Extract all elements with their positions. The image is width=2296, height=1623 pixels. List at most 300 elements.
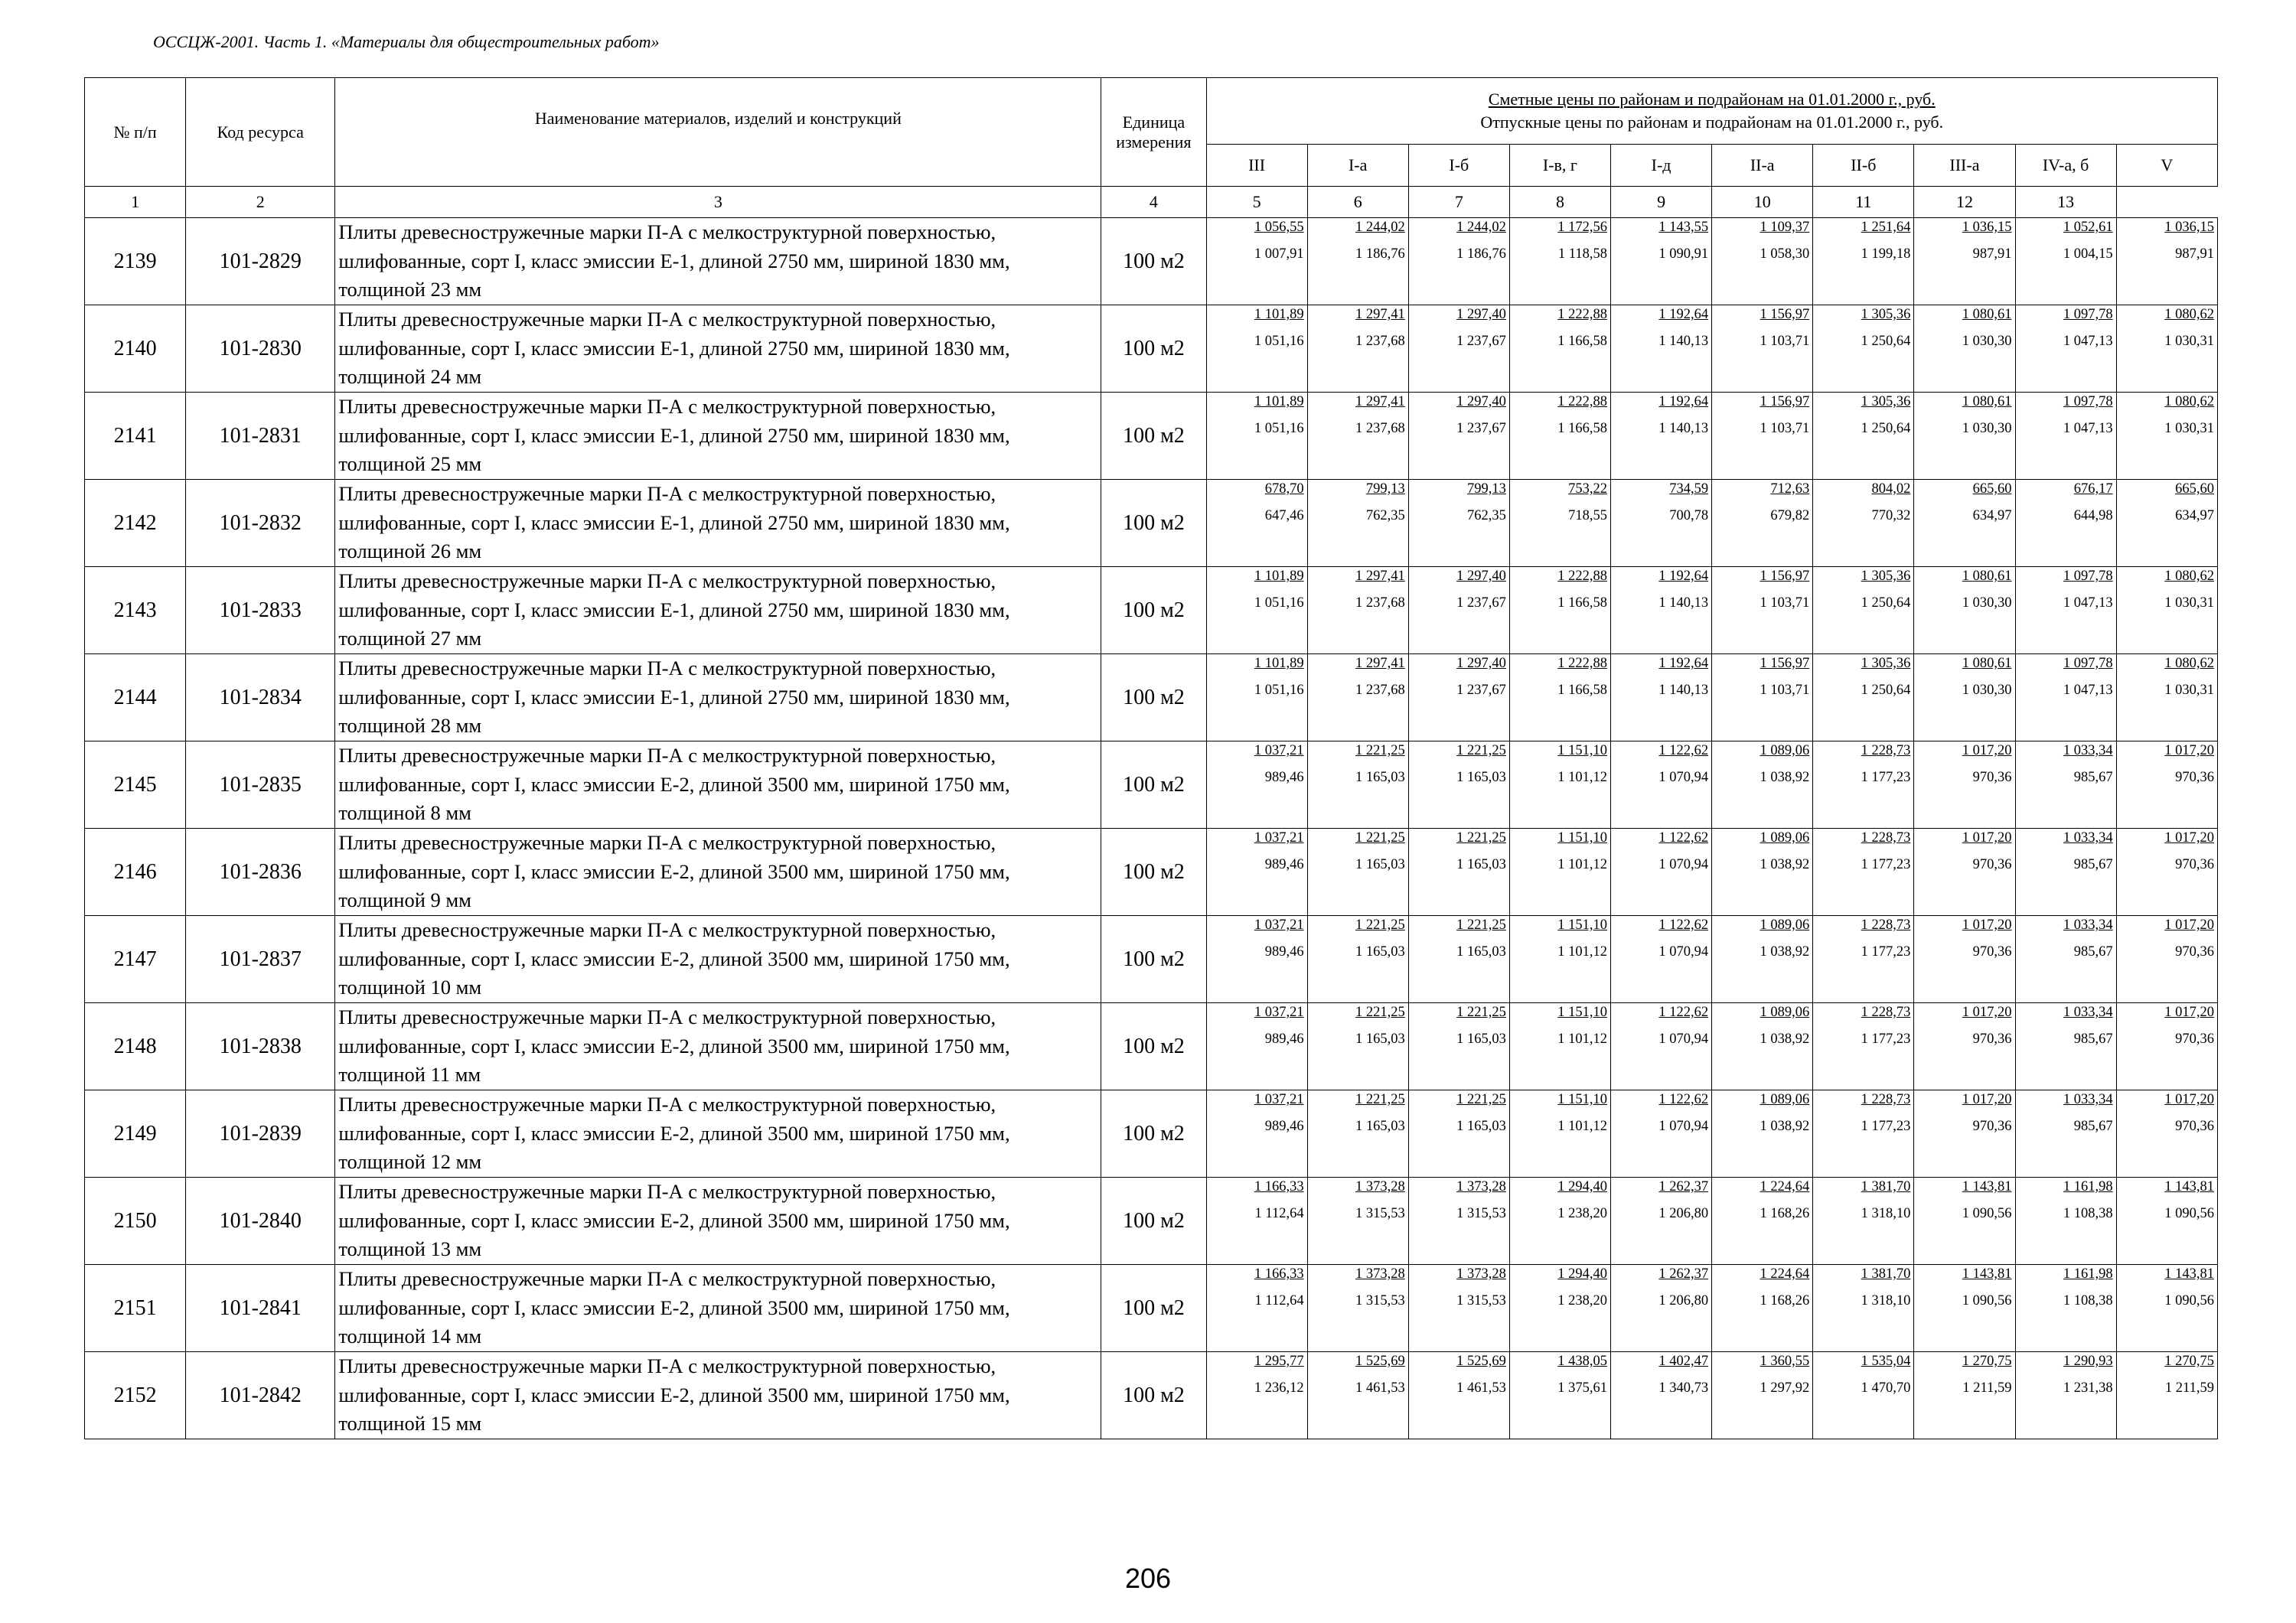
release-price: 770,32: [1871, 508, 1911, 523]
release-price: 1 186,76: [1355, 246, 1405, 262]
price-cell: [1813, 393, 1914, 480]
price-cell: [1206, 1352, 1307, 1439]
price-cell: [1914, 567, 2015, 654]
price-cell: [1712, 654, 1813, 741]
row-number: 2142: [85, 480, 186, 567]
estimate-price: 676,17: [2073, 481, 2113, 497]
price-cell: [1712, 829, 1813, 916]
estimate-price: 1 192,64: [1658, 307, 1709, 322]
price-cell: [2015, 305, 2116, 393]
estimate-price: 1 089,06: [1760, 917, 1810, 933]
estimate-price: 1 017,20: [2164, 1092, 2214, 1107]
price-cell: [1712, 480, 1813, 567]
material-name: Плиты древесностружечные марки П-А с мелкоструктурной поверхностью, шлифованные, сорт I, класс эмиссии Е-2, длиной 3500 мм, шириной 1750 мм, толщиной 11 мм: [335, 1003, 1101, 1090]
estimate-price: 1 017,20: [2164, 830, 2214, 846]
header-unit: Единица измерения: [1101, 78, 1206, 187]
price-cell: [1611, 654, 1712, 741]
price-cell: [1408, 916, 1509, 1003]
price-cell: [1307, 305, 1408, 393]
estimate-price: 1 143,81: [2164, 1266, 2214, 1282]
table-row: [85, 741, 2218, 829]
material-name: Плиты древесностружечные марки П-А с мелкоструктурной поверхностью, шлифованные, сорт I, класс эмиссии Е-2, длиной 3500 мм, шириной 1750 мм, толщиной 8 мм: [335, 741, 1101, 829]
estimate-price: 1 033,34: [2063, 1005, 2113, 1020]
price-cell: [2116, 741, 2217, 829]
estimate-price: 1 373,28: [1355, 1266, 1405, 1282]
estimate-price: 1 221,25: [1456, 1005, 1506, 1020]
resource-code: 101-2836: [186, 829, 335, 916]
release-price: 1 030,31: [2164, 421, 2214, 436]
release-price: 985,67: [2073, 944, 2113, 960]
estimate-price: 1 221,25: [1355, 1092, 1405, 1107]
estimate-price: 1 151,10: [1557, 1092, 1607, 1107]
resource-code: 101-2840: [186, 1178, 335, 1265]
price-cell: [1408, 218, 1509, 305]
price-cell: [1206, 1003, 1307, 1090]
estimate-price: 1 228,73: [1861, 917, 1911, 933]
estimate-price: 1 228,73: [1861, 830, 1911, 846]
estimate-price: 1 122,62: [1658, 743, 1709, 758]
estimate-price: 1 097,78: [2063, 656, 2113, 671]
release-price: 634,97: [2175, 508, 2214, 523]
estimate-price: 665,60: [1972, 481, 2012, 497]
price-cell: [1813, 1178, 1914, 1265]
price-cell: [1914, 1003, 2015, 1090]
region-header: I-б: [1408, 145, 1509, 187]
column-number: 7: [1408, 187, 1509, 218]
price-cell: [1914, 916, 2015, 1003]
estimate-price: 1 017,20: [1962, 743, 2012, 758]
estimate-price: 1 525,69: [1355, 1354, 1405, 1369]
release-price: 1 186,76: [1456, 246, 1506, 262]
unit-of-measure: 100 м2: [1101, 829, 1206, 916]
release-price: 1 165,03: [1456, 770, 1506, 785]
price-cell: [1509, 654, 1610, 741]
price-cell: [1206, 1265, 1307, 1352]
estimate-price: 665,60: [2175, 481, 2214, 497]
estimate-price: 1 037,21: [1254, 1092, 1304, 1107]
release-price: 1 177,23: [1861, 1119, 1911, 1134]
price-cell: [2015, 1003, 2116, 1090]
release-price: 1 090,56: [1962, 1293, 2012, 1309]
release-price: 1 140,13: [1658, 421, 1709, 436]
price-cell: [1813, 1352, 1914, 1439]
estimate-price: 1 056,55: [1254, 220, 1304, 235]
release-price: 1 461,53: [1355, 1380, 1405, 1396]
release-price: 1 177,23: [1861, 857, 1911, 872]
price-cell: [2116, 1352, 2217, 1439]
price-cell: [1206, 829, 1307, 916]
estimate-price: 1 151,10: [1557, 1005, 1607, 1020]
price-cell: [1813, 567, 1914, 654]
estimate-price: 1 297,41: [1355, 307, 1405, 322]
release-price: 1 206,80: [1658, 1206, 1709, 1221]
price-cell: [1307, 1265, 1408, 1352]
release-price: 1 047,13: [2063, 595, 2113, 611]
price-cell: [1206, 218, 1307, 305]
estimate-price: 1 221,25: [1456, 830, 1506, 846]
resource-code: 101-2831: [186, 393, 335, 480]
unit-of-measure: 100 м2: [1101, 480, 1206, 567]
release-price: 1 237,68: [1355, 595, 1405, 611]
header-num: № п/п: [85, 78, 186, 187]
release-price: 1 318,10: [1861, 1293, 1911, 1309]
price-cell: [1611, 916, 1712, 1003]
release-price: 679,82: [1770, 508, 1810, 523]
estimate-price: 1 221,25: [1355, 917, 1405, 933]
release-price: 1 166,58: [1557, 334, 1607, 349]
estimate-price: 753,22: [1568, 481, 1607, 497]
unit-of-measure: 100 м2: [1101, 1178, 1206, 1265]
estimate-price: 1 297,41: [1355, 569, 1405, 584]
release-price: 1 236,12: [1254, 1380, 1304, 1396]
estimate-price: 1 143,81: [1962, 1179, 2012, 1194]
column-number: 5: [1206, 187, 1307, 218]
price-cell: [1712, 916, 1813, 1003]
price-cell: [1813, 305, 1914, 393]
release-price: 1 030,30: [1962, 683, 2012, 698]
price-cell: [1307, 1003, 1408, 1090]
unit-of-measure: 100 м2: [1101, 305, 1206, 393]
estimate-price: 1 270,75: [2164, 1354, 2214, 1369]
release-price: 989,46: [1264, 1031, 1304, 1047]
release-price: 1 038,92: [1760, 1119, 1810, 1134]
release-price: 1 165,03: [1456, 1119, 1506, 1134]
estimate-price: 1 297,40: [1456, 394, 1506, 409]
column-number: 4: [1101, 187, 1206, 218]
release-price: 1 238,20: [1557, 1206, 1607, 1221]
price-cell: [1206, 654, 1307, 741]
row-number: 2146: [85, 829, 186, 916]
estimate-price: 1 305,36: [1861, 394, 1911, 409]
price-cell: [1611, 567, 1712, 654]
estimate-price: 1 089,06: [1760, 1005, 1810, 1020]
estimate-price: 1 097,78: [2063, 307, 2113, 322]
estimate-price: 1 089,06: [1760, 1092, 1810, 1107]
release-price: 1 315,53: [1355, 1206, 1405, 1221]
release-price: 1 101,12: [1557, 1031, 1607, 1047]
resource-code: 101-2834: [186, 654, 335, 741]
price-cell: [2015, 829, 2116, 916]
estimate-price: 1 221,25: [1456, 917, 1506, 933]
estimate-price: 1 221,25: [1355, 1005, 1405, 1020]
price-cell: [1611, 829, 1712, 916]
price-cell: [1509, 741, 1610, 829]
release-price: 1 038,92: [1760, 944, 1810, 960]
price-cell: [1509, 1352, 1610, 1439]
row-number: 2152: [85, 1352, 186, 1439]
estimate-price: 1 297,40: [1456, 656, 1506, 671]
release-price: 1 118,58: [1557, 246, 1607, 262]
estimate-price: 1 221,25: [1456, 1092, 1506, 1107]
release-price: 1 038,92: [1760, 770, 1810, 785]
release-price: 1 315,53: [1355, 1293, 1405, 1309]
price-cell: [2116, 305, 2217, 393]
release-price: 989,46: [1264, 944, 1304, 960]
estimate-price: 1 381,70: [1861, 1266, 1911, 1282]
estimate-price: 1 080,61: [1962, 394, 2012, 409]
price-cell: [1509, 1003, 1610, 1090]
release-price: 1 318,10: [1861, 1206, 1911, 1221]
price-cell: [1611, 393, 1712, 480]
release-price: 1 237,68: [1355, 421, 1405, 436]
release-price: 1 165,03: [1456, 944, 1506, 960]
release-price: 970,36: [1972, 1119, 2012, 1134]
price-cell: [1509, 480, 1610, 567]
unit-of-measure: 100 м2: [1101, 916, 1206, 1003]
estimate-price: 1 033,34: [2063, 743, 2113, 758]
release-price: 985,67: [2073, 1119, 2113, 1134]
price-cell: [2015, 567, 2116, 654]
estimate-price: 1 122,62: [1658, 830, 1709, 846]
price-cell: [1813, 1003, 1914, 1090]
estimate-price: 1 270,75: [1962, 1354, 2012, 1369]
release-price: 1 030,30: [1962, 595, 2012, 611]
column-number: 9: [1611, 187, 1712, 218]
estimate-price: 1 017,20: [1962, 830, 2012, 846]
estimate-price: 1 295,77: [1254, 1354, 1304, 1369]
estimate-price: 1 244,02: [1355, 220, 1405, 235]
price-cell: [1408, 654, 1509, 741]
material-name: Плиты древесностружечные марки П-А с мелкоструктурной поверхностью, шлифованные, сорт I, класс эмиссии Е-1, длиной 2750 мм, шириной 1830 мм, толщиной 24 мм: [335, 305, 1101, 393]
estimate-price: 1 222,88: [1557, 656, 1607, 671]
resource-code: 101-2829: [186, 218, 335, 305]
estimate-price: 1 089,06: [1760, 743, 1810, 758]
estimate-price: 1 101,89: [1254, 307, 1304, 322]
release-price: 1 237,67: [1456, 334, 1506, 349]
release-price: 1 237,68: [1355, 683, 1405, 698]
table-row: [85, 1352, 2218, 1439]
release-price: 647,46: [1264, 508, 1304, 523]
price-cell: [1914, 480, 2015, 567]
unit-of-measure: 100 м2: [1101, 654, 1206, 741]
estimate-price: 1 122,62: [1658, 917, 1709, 933]
estimate-price: 1 360,55: [1760, 1354, 1810, 1369]
region-header: II-б: [1813, 145, 1914, 187]
release-price: 1 375,61: [1557, 1380, 1607, 1396]
estimate-price: 1 251,64: [1861, 220, 1911, 235]
table-row: [85, 1003, 2218, 1090]
price-cell: [1712, 305, 1813, 393]
estimate-price: 1 166,33: [1254, 1179, 1304, 1194]
price-cell: [2015, 916, 2116, 1003]
estimate-price: 1 244,02: [1456, 220, 1506, 235]
price-cell: [1206, 741, 1307, 829]
price-cell: [1813, 218, 1914, 305]
price-cell: [1509, 916, 1610, 1003]
estimate-price: 1 080,61: [1962, 307, 2012, 322]
price-cell: [1813, 1265, 1914, 1352]
release-price: 1 165,03: [1456, 857, 1506, 872]
table-head: [85, 78, 2218, 218]
resource-code: 101-2835: [186, 741, 335, 829]
release-price: 970,36: [2175, 1031, 2214, 1047]
release-price: 1 165,03: [1355, 1119, 1405, 1134]
release-price: 1 058,30: [1760, 246, 1810, 262]
release-price: 1 051,16: [1254, 334, 1304, 349]
price-cell: [1307, 829, 1408, 916]
release-price: 1 101,12: [1557, 944, 1607, 960]
price-cell: [1206, 1178, 1307, 1265]
header-prices-estimate: Сметные цены по районам и подрайонам на 01.01.2000 г., руб.: [1488, 90, 1936, 109]
estimate-price: 1 017,20: [1962, 1005, 2012, 1020]
estimate-price: 1 297,40: [1456, 569, 1506, 584]
estimate-price: 1 101,89: [1254, 569, 1304, 584]
price-cell: [1611, 218, 1712, 305]
release-price: 987,91: [1972, 246, 2012, 262]
resource-code: 101-2842: [186, 1352, 335, 1439]
price-cell: [2116, 393, 2217, 480]
table-row: [85, 218, 2218, 305]
estimate-price: 1 143,55: [1658, 220, 1709, 235]
price-cell: [2015, 1352, 2116, 1439]
release-price: 634,97: [1972, 508, 2012, 523]
release-price: 970,36: [1972, 857, 2012, 872]
price-cell: [1914, 654, 2015, 741]
material-name: Плиты древесностружечные марки П-А с мелкоструктурной поверхностью, шлифованные, сорт I, класс эмиссии Е-2, длиной 3500 мм, шириной 1750 мм, толщиной 9 мм: [335, 829, 1101, 916]
row-number: 2145: [85, 741, 186, 829]
estimate-price: 1 037,21: [1254, 1005, 1304, 1020]
price-cell: [1914, 1265, 2015, 1352]
header-name-label: Наименование материалов, изделий и конструкций: [534, 109, 902, 128]
estimate-price: 1 221,25: [1355, 743, 1405, 758]
region-header: II-а: [1712, 145, 1813, 187]
price-cell: [1408, 1090, 1509, 1178]
price-cell: [1914, 305, 2015, 393]
release-price: 1 038,92: [1760, 857, 1810, 872]
release-price: 970,36: [1972, 944, 2012, 960]
price-cell: [1509, 1265, 1610, 1352]
estimate-price: 1 156,97: [1760, 394, 1810, 409]
price-cell: [1611, 1265, 1712, 1352]
estimate-price: 1 080,62: [2164, 656, 2214, 671]
table-row: [85, 916, 2218, 1003]
release-price: 1 199,18: [1861, 246, 1911, 262]
release-price: 1 211,59: [1962, 1380, 2012, 1396]
estimate-price: 1 156,97: [1760, 656, 1810, 671]
price-cell: [2116, 1178, 2217, 1265]
table-row: [85, 305, 2218, 393]
estimate-price: 1 122,62: [1658, 1005, 1709, 1020]
material-name: Плиты древесностружечные марки П-А с мелкоструктурной поверхностью, шлифованные, сорт I, класс эмиссии Е-1, длиной 2750 мм, шириной 1830 мм, толщиной 23 мм: [335, 218, 1101, 305]
release-price: 1 237,67: [1456, 421, 1506, 436]
price-cell: [1408, 393, 1509, 480]
row-number: 2144: [85, 654, 186, 741]
price-cell: [1509, 1178, 1610, 1265]
estimate-price: 1 294,40: [1557, 1179, 1607, 1194]
price-cell: [1509, 305, 1610, 393]
release-price: 1 165,03: [1355, 1031, 1405, 1047]
release-price: 1 237,67: [1456, 595, 1506, 611]
price-cell: [1611, 1178, 1712, 1265]
release-price: 1 004,15: [2063, 246, 2113, 262]
price-cell: [1712, 1090, 1813, 1178]
release-price: 970,36: [2175, 944, 2214, 960]
estimate-price: 1 305,36: [1861, 656, 1911, 671]
region-header: I-а: [1307, 145, 1408, 187]
column-number: 1: [85, 187, 186, 218]
price-cell: [1307, 741, 1408, 829]
release-price: 1 103,71: [1760, 421, 1810, 436]
table-row: [85, 393, 2218, 480]
row-number: 2151: [85, 1265, 186, 1352]
price-cell: [1712, 218, 1813, 305]
material-name: Плиты древесностружечные марки П-А с мелкоструктурной поверхностью, шлифованные, сорт I, класс эмиссии Е-2, длиной 3500 мм, шириной 1750 мм, толщиной 10 мм: [335, 916, 1101, 1003]
price-cell: [1408, 305, 1509, 393]
estimate-price: 712,63: [1770, 481, 1810, 497]
price-cell: [2015, 393, 2116, 480]
price-cell: [1712, 1003, 1813, 1090]
estimate-price: 1 305,36: [1861, 307, 1911, 322]
release-price: 1 007,91: [1254, 246, 1304, 262]
resource-code: 101-2830: [186, 305, 335, 393]
price-cell: [1408, 480, 1509, 567]
region-header: III: [1206, 145, 1307, 187]
price-cell: [1712, 567, 1813, 654]
estimate-price: 1 161,98: [2063, 1266, 2113, 1282]
price-cell: [1914, 829, 2015, 916]
table-row: [85, 1178, 2218, 1265]
estimate-price: 799,13: [1467, 481, 1506, 497]
column-number: 12: [1914, 187, 2015, 218]
price-cell: [1307, 916, 1408, 1003]
price-cell: [1307, 654, 1408, 741]
price-cell: [2015, 218, 2116, 305]
price-cell: [1712, 1352, 1813, 1439]
release-price: 1 237,68: [1355, 334, 1405, 349]
unit-of-measure: 100 м2: [1101, 393, 1206, 480]
price-cell: [1307, 218, 1408, 305]
estimate-price: 1 080,62: [2164, 569, 2214, 584]
release-price: 1 238,20: [1557, 1293, 1607, 1309]
price-cell: [1408, 1265, 1509, 1352]
header-prices-release: Отпускные цены по районам и подрайонам на 01.01.2000 г., руб.: [1480, 112, 1944, 132]
price-cell: [1712, 393, 1813, 480]
release-price: 1 103,71: [1760, 334, 1810, 349]
price-cell: [1611, 305, 1712, 393]
resource-code: 101-2839: [186, 1090, 335, 1178]
price-cell: [1307, 1090, 1408, 1178]
estimate-price: 1 297,40: [1456, 307, 1506, 322]
estimate-price: 1 101,89: [1254, 656, 1304, 671]
estimate-price: 1 305,36: [1861, 569, 1911, 584]
estimate-price: 804,02: [1871, 481, 1911, 497]
price-cell: [1712, 1178, 1813, 1265]
estimate-price: 1 036,15: [1962, 220, 2012, 235]
estimate-price: 1 222,88: [1557, 394, 1607, 409]
estimate-price: 1 373,28: [1456, 1179, 1506, 1194]
estimate-price: 1 033,34: [2063, 917, 2113, 933]
column-number: 2: [186, 187, 335, 218]
release-price: 1 101,12: [1557, 1119, 1607, 1134]
estimate-price: 1 143,81: [1962, 1266, 2012, 1282]
column-number: 11: [1813, 187, 1914, 218]
release-price: 1 470,70: [1861, 1380, 1911, 1396]
row-number: 2149: [85, 1090, 186, 1178]
release-price: 1 108,38: [2063, 1293, 2113, 1309]
price-cell: [2015, 1178, 2116, 1265]
price-cell: [1307, 1178, 1408, 1265]
price-cell: [1914, 1178, 2015, 1265]
release-price: 1 250,64: [1861, 421, 1911, 436]
resource-code: 101-2833: [186, 567, 335, 654]
document-header: ОССЦЖ-2001. Часть 1. «Материалы для общестроительных работ»: [153, 32, 660, 51]
release-price: 1 250,64: [1861, 334, 1911, 349]
price-cell: [1408, 567, 1509, 654]
table-row: [85, 654, 2218, 741]
release-price: 970,36: [1972, 1031, 2012, 1047]
estimate-price: 1 535,04: [1861, 1354, 1911, 1369]
price-cell: [1408, 1352, 1509, 1439]
